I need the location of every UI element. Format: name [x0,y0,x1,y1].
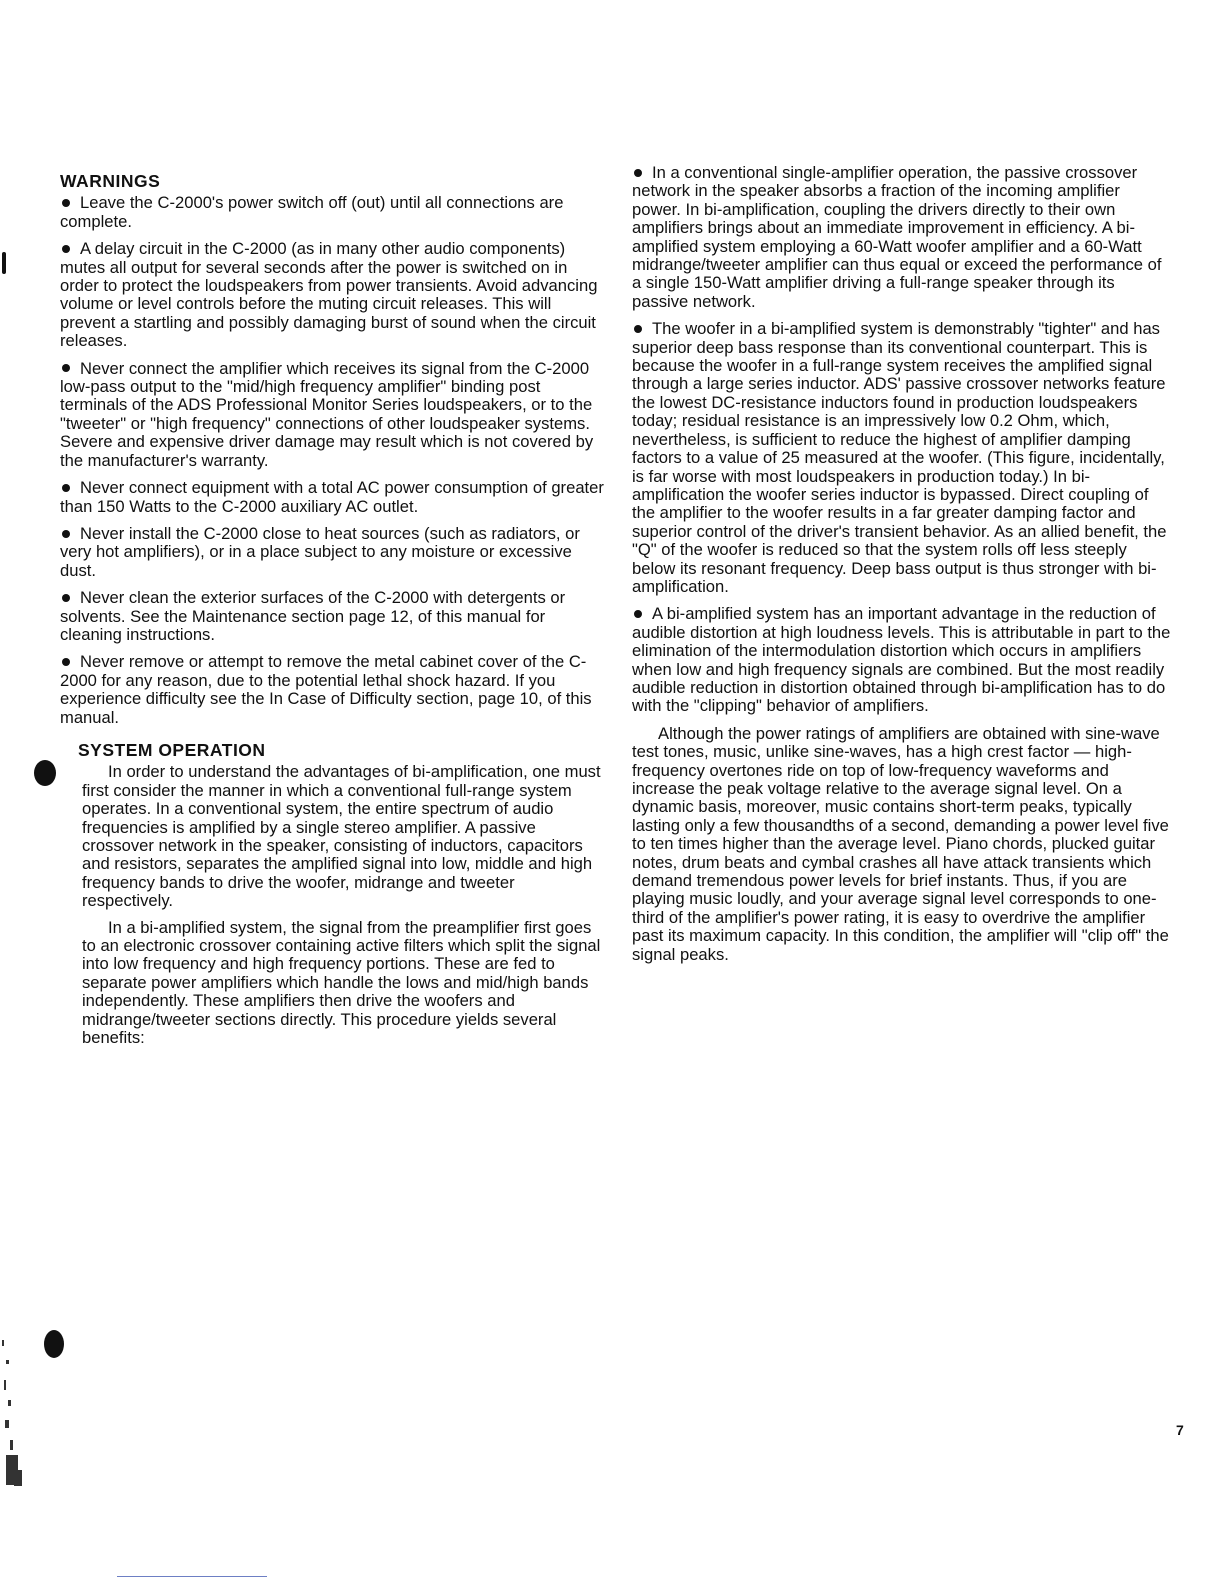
bullet-icon [634,610,642,618]
scan-edge-mark [0,1330,26,1490]
benefit-item [632,320,1172,596]
right-column [632,164,1172,972]
benefit-text: In a conventional single-amplifier operation, the passive crossover network in the speaker absorbs a fraction of the incoming amplifier power. In bi-amplification, coupling the drivers directly to their own amplifiers brings about an immediate improvement in efficiency. A bi-amplified system employing a 60-Watt woofer amplifier and a 60-Watt midrange/tweeter amplifier can thus equal or exceed the performance of a single 150-Watt amplifier driving a full-range speaker through its passive network. [632,163,1162,311]
hole-punch-mark [44,1330,64,1358]
warning-text: Never remove or attempt to remove the metal cabinet cover of the C-2000 for any reason, due to the potential lethal shock hazard. If you experience difficulty see the In Case of Difficulty section, page 10, of this manual. [60,652,592,727]
bullet-icon [62,364,70,372]
bullet-icon [62,199,70,207]
hole-punch-mark [34,760,56,786]
benefit-item [632,164,1172,311]
benefit-item [632,605,1172,715]
benefit-text: A bi-amplified system has an important advantage in the reduction of audible distortion at high loudness levels. This is attributable in part to the elimination of the intermodulation distortion which occurs in amplifiers when low and high frequency signals are combined. But the most readily audible reduction in distortion obtained through bi-amplification has to do with the "clipping" behavior of amplifiers. [632,604,1171,716]
bullet-icon [634,169,642,177]
warning-item [60,525,605,580]
left-column [60,172,605,1055]
warning-item [60,479,605,516]
bullet-icon [634,325,642,333]
bullet-icon [62,594,70,602]
warning-item [60,240,605,350]
scan-speck-mark [2,252,6,274]
warning-item [60,194,605,231]
warning-item [60,653,605,727]
warning-text: A delay circuit in the C-2000 (as in many other audio components) mutes all output for several seconds after the power is switched on in order to protect the loudspeakers from power transients. Avoid advancing volume or level controls before the muting circuit releases. This will prevent a startling and possibly damaging burst of sound when the circuit releases. [60,239,598,351]
warning-text: Leave the C-2000's power switch off (out) until all connections are complete. [60,193,564,231]
bullet-icon [62,530,70,538]
system-paragraph: In order to understand the advantages of bi-amplification, one must first consider the manner in which a conventional full-range system operates. In a conventional system, the entire spectrum of audio frequencies is amplified by a single stereo amplifier. A passive crossover network in the speaker, consisting of inductors, capacitors and resistors, separates the amplified signal into low, middle and high frequency bands to drive the woofer, midrange and tweeter respectively. [82,762,601,911]
benefit-text: The woofer in a bi-amplified system is demonstrably "tighter" and has superior deep bass response than its conventional counterpart. This is because the woofer in a full-range system receives the amplified signal through a large series inductor. ADS' passive crossover networks feature the lowest DC-resistance inductors found in production loudspeakers today; residual resistance is an impressively low 0.2 Ohm, which, nevertheless, is sufficient to reduce the highest of amplifier damping factors to a value of 25 measured at the woofer. (This figure, incidentally, is far worse with most loudspeakers in production today.) In bi-amplification the woofer series inductor is bypassed. Direct coupling of the amplifier to the woofer results in a far greater damping factor and superior control of the driver's transient behavior. As an allied benefit, the "Q" of the woofer is reduced so that the system rolls off less steeply below its resonant frequency. Deep bass output is thus stronger with bi-amplification. [632,319,1167,596]
warnings-heading: WARNINGS [60,171,161,191]
footer-rule [117,1576,267,1577]
page-number: 7 [1176,1422,1184,1438]
system-paragraph: In a bi-amplified system, the signal from the preamplifier first goes to an electronic crossover containing active filters which split the signal into low frequency and high frequency portions. These are fed to separate power amplifiers which handle the lows and mid/high bands independently. These amplifiers then drive the woofers and midrange/tweeter sections directly. This procedure yields several benefits: [82,917,601,1048]
warning-item [60,589,605,644]
system-operation-heading: SYSTEM OPERATION [78,739,266,760]
warning-text: Never install the C-2000 close to heat sources (such as radiators, or very hot amplifiers), or in a place subject to any moisture or excessive dust. [60,523,580,580]
warning-text: Never connect the amplifier which receives its signal from the C-2000 low-pass output to the "mid/high frequency amplifier" binding post terminals of the ADS Professional Monitor Series loudspeakers, or to the "tweeter" or "high frequency" connections of other loudspeaker systems. Severe and expensive driver damage may result which is not covered by the manufacturer's warranty. [60,358,594,470]
warning-text: Never clean the exterior surfaces of the C-2000 with detergents or solvents. See the Maintenance section page 12, of this manual for cleaning instructions. [60,588,566,644]
clipping-paragraph: Although the power ratings of amplifiers are obtained with sine-wave test tones, music, unlike sine-waves, has a high crest factor — high-frequency overtones ride on top of low-frequency waveforms and increase the peak voltage relative to the average signal level. On a dynamic basis, moreover, music contains short-term peaks, typically lasting only a few thousandths of a second, demanding a power level five to ten times higher than the average level. Piano chords, plucked guitar notes, drum beats and cymbal crashes all have attack transients which demand tremendous power levels for brief instants. Thus, if you are playing music loudly, and your average signal level corresponds to one-third of the amplifier's power rating, it is easy to overdrive the amplifier past its maximum capacity. In this condition, the amplifier will "clip off" the signal peaks. [632,723,1169,964]
warning-text: Never connect equipment with a total AC power consumption of greater than 150 Watts to the C-2000 auxiliary AC outlet. [60,478,604,516]
bullet-icon [62,484,70,492]
bullet-icon [62,658,70,666]
bullet-icon [62,245,70,253]
warning-item [60,360,605,470]
